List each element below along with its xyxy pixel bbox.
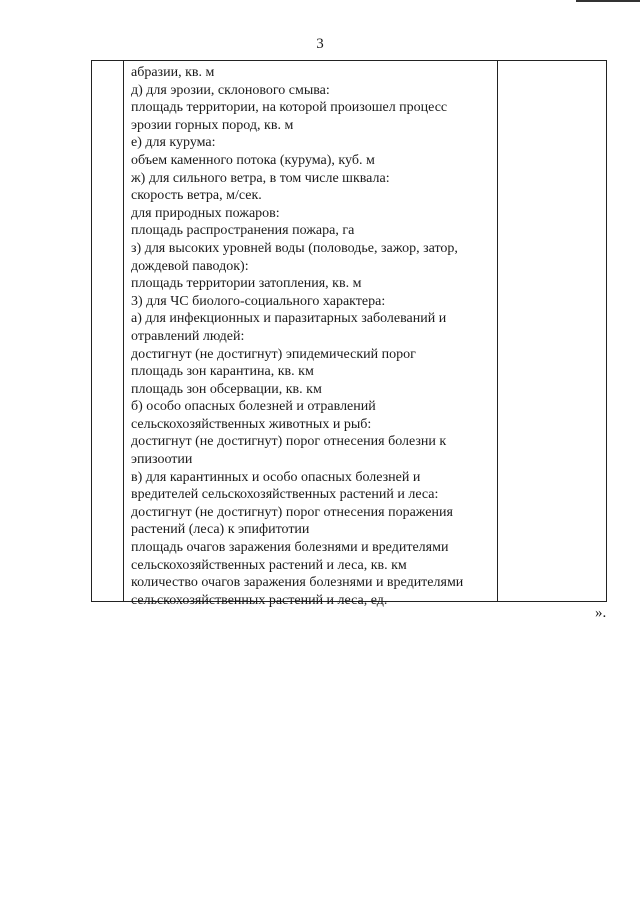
text-line: сельскохозяйственных растений и леса, ед. xyxy=(131,592,388,608)
table-column-value xyxy=(497,61,607,601)
text-line: ж) для сильного ветра, в том числе шквала: xyxy=(131,170,390,186)
text-line: отравлений людей: xyxy=(131,328,245,344)
text-line: эпизоотии xyxy=(131,452,193,468)
text-line: б) особо опасных болезней и отравлений xyxy=(131,399,376,415)
text-line: дождевой паводок): xyxy=(131,258,249,274)
text-line: достигнут (не достигнут) порог отнесения болезни к xyxy=(131,434,447,450)
text-line: площадь зон карантина, кв. км xyxy=(131,364,314,380)
text-line: количество очагов заражения болезнями и вредителями xyxy=(131,575,464,591)
text-line: достигнут (не достигнут) эпидемический порог xyxy=(131,346,416,362)
table-column-number xyxy=(92,61,124,601)
document-table xyxy=(91,60,607,608)
text-line: д) для эрозии, склонового смыва: xyxy=(131,82,330,98)
text-line: в) для карантинных и особо опасных болезней и xyxy=(131,469,421,485)
closing-quote-mark: ». xyxy=(595,605,607,621)
text-line: абразии, кв. м xyxy=(131,65,215,80)
text-line: объем каменного потока (курума), куб. м xyxy=(131,152,375,168)
text-line: сельскохозяйственных животных и рыб: xyxy=(131,416,372,432)
text-line: е) для курума: xyxy=(131,135,216,151)
text-line: сельскохозяйственных растений и леса, кв. км xyxy=(131,557,407,573)
text-line: скорость ветра, м/сек. xyxy=(131,188,262,204)
text-line: а) для инфекционных и паразитарных заболеваний и xyxy=(131,311,447,327)
text-line: площадь распространения пожара, га xyxy=(131,223,355,239)
text-line: вредителей сельскохозяйственных растений и леса: xyxy=(131,487,439,503)
scan-edge-mark xyxy=(576,0,640,2)
text-line: 3) для ЧС биолого-социального характера: xyxy=(131,293,386,309)
text-line: площадь очагов заражения болезнями и вредителями xyxy=(131,540,449,556)
text-line: площадь территории, на которой произошел процесс xyxy=(131,100,448,116)
text-line: для природных пожаров: xyxy=(131,205,280,221)
page-number: 3 xyxy=(316,36,324,52)
text-line: достигнут (не достигнут) порог отнесения поражения xyxy=(131,504,453,520)
description-text xyxy=(131,64,501,609)
text-line: з) для высоких уровней воды (половодье, зажор, затор, xyxy=(131,240,458,256)
text-line: эрозии горных пород, кв. м xyxy=(131,117,294,133)
text-line: растений (леса) к эпифитотии xyxy=(131,522,310,538)
text-line: площадь территории затопления, кв. м xyxy=(131,276,362,292)
text-line: площадь зон обсервации, кв. км xyxy=(131,381,322,397)
table-column-description xyxy=(124,61,496,608)
